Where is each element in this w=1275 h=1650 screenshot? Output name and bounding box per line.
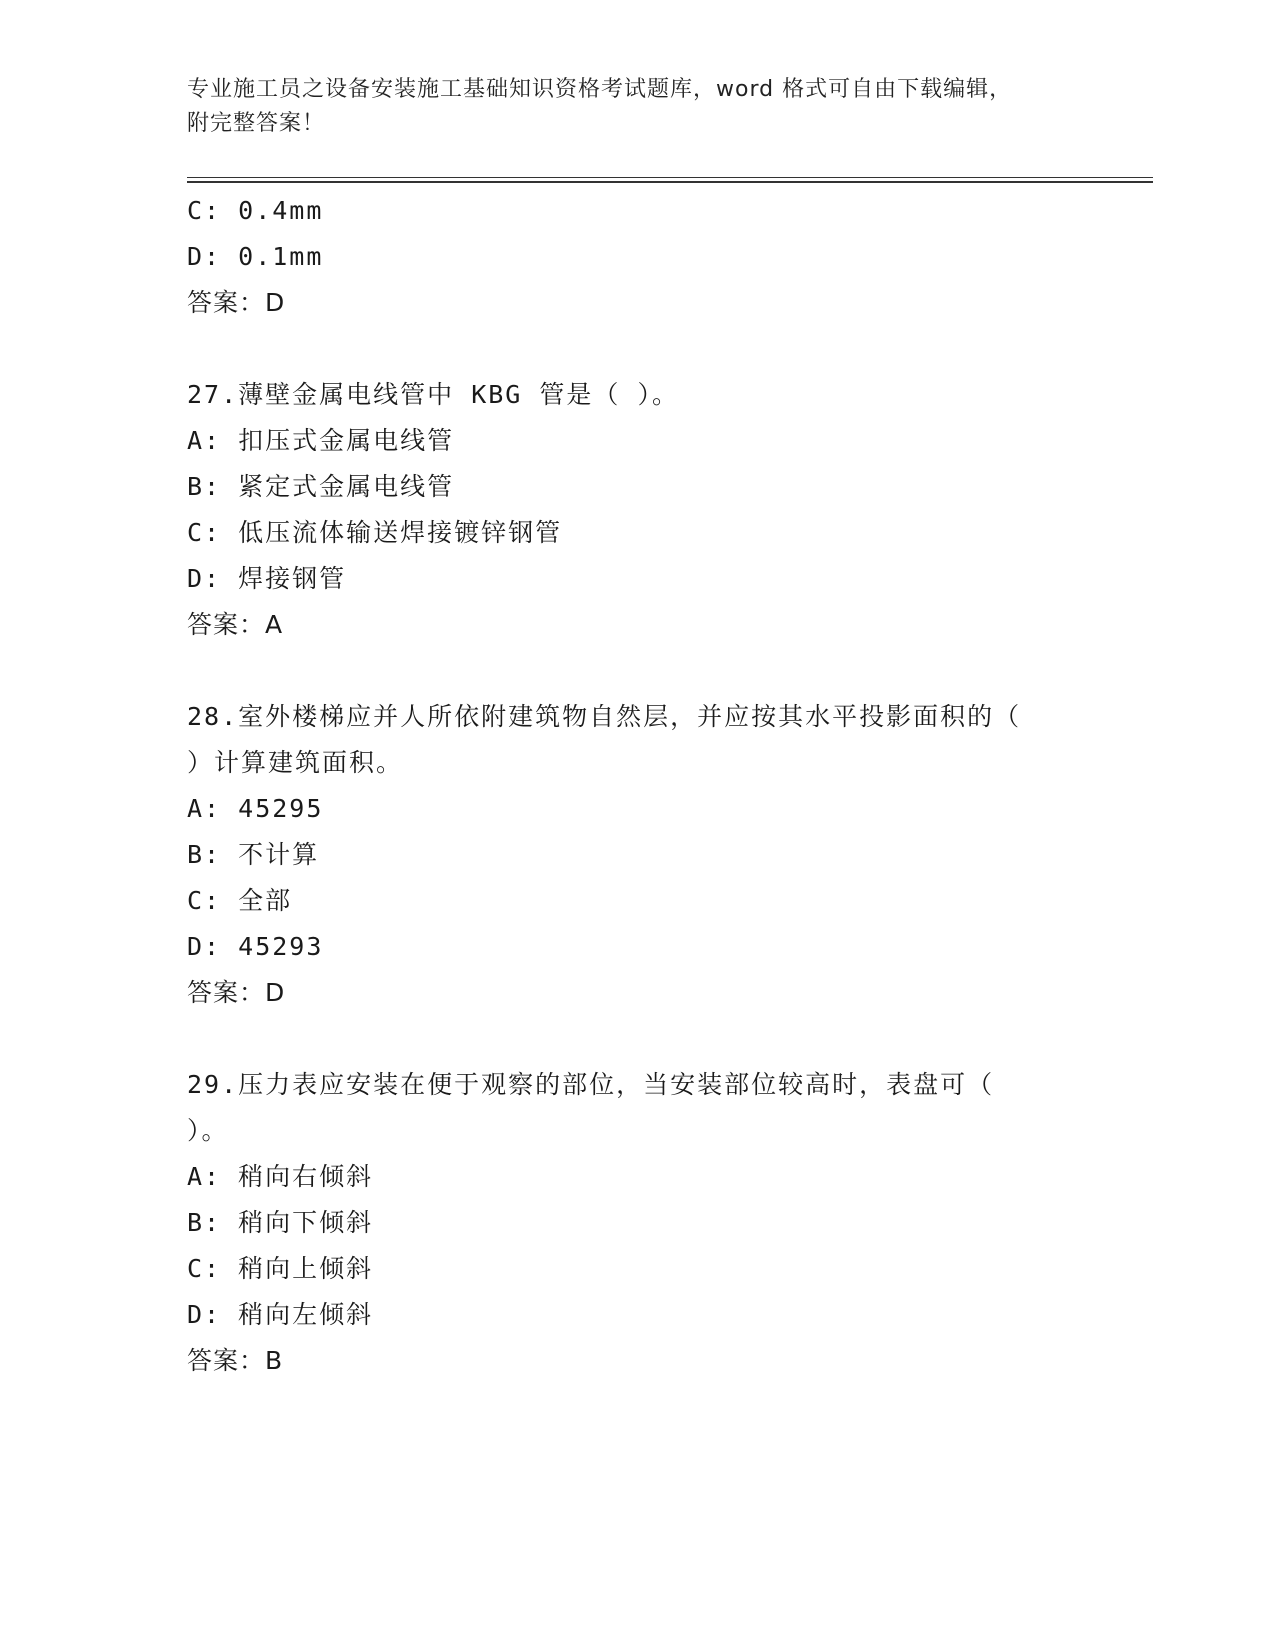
question-stem-line-1: 28.室外楼梯应并人所依附建筑物自然层，并应按其水平投影面积的（ bbox=[187, 702, 1022, 731]
option-d: D: 焊接钢管 bbox=[187, 564, 347, 593]
header-divider-thick bbox=[187, 181, 1153, 183]
header-title-line-2: 附完整答案！ bbox=[187, 111, 326, 136]
question-stem-line-2: ）计算建筑面积。 bbox=[187, 748, 404, 777]
question-stem-line-1: 29.压力表应安装在便于观察的部位，当安装部位较高时，表盘可（ bbox=[187, 1070, 995, 1099]
option-c: C: 全部 bbox=[187, 886, 293, 915]
option-b: B: 稍向下倾斜 bbox=[187, 1208, 374, 1237]
question-stem: 27.薄壁金属电线管中 KBG 管是（ ）。 bbox=[187, 380, 679, 409]
option-a: A: 扣压式金属电线管 bbox=[187, 426, 455, 455]
option-b: B: 紧定式金属电线管 bbox=[187, 472, 455, 501]
option-c: C: 低压流体输送焊接镀锌钢管 bbox=[187, 518, 563, 547]
question-28 bbox=[187, 694, 1087, 1016]
question-27 bbox=[187, 372, 1087, 648]
option-c: C: 稍向上倾斜 bbox=[187, 1254, 374, 1283]
header-divider-thin bbox=[187, 177, 1153, 178]
answer-line: 答案：A bbox=[187, 610, 284, 639]
question-stem-line-2: ）。 bbox=[187, 1116, 229, 1145]
answer-line: 答案：D bbox=[187, 288, 286, 317]
answer-line: 答案：D bbox=[187, 978, 286, 1007]
question-content bbox=[187, 188, 1087, 1384]
option-a: A: 稍向右倾斜 bbox=[187, 1162, 374, 1191]
option-d: D: 0.1mm bbox=[187, 242, 324, 271]
spacer bbox=[187, 326, 1087, 372]
previous-question-tail bbox=[187, 188, 1087, 326]
spacer bbox=[187, 648, 1087, 694]
option-b: B: 不计算 bbox=[187, 840, 320, 869]
option-a: A: 45295 bbox=[187, 794, 324, 823]
option-c: C: 0.4mm bbox=[187, 196, 324, 225]
header-title-line-1: 专业施工员之设备安装施工基础知识资格考试题库，word 格式可自由下载编辑， bbox=[187, 77, 1013, 102]
document-header bbox=[187, 73, 1067, 141]
question-29 bbox=[187, 1062, 1087, 1384]
answer-line: 答案：B bbox=[187, 1346, 284, 1375]
spacer bbox=[187, 1016, 1087, 1062]
option-d: D: 稍向左倾斜 bbox=[187, 1300, 374, 1329]
option-d: D: 45293 bbox=[187, 932, 324, 961]
